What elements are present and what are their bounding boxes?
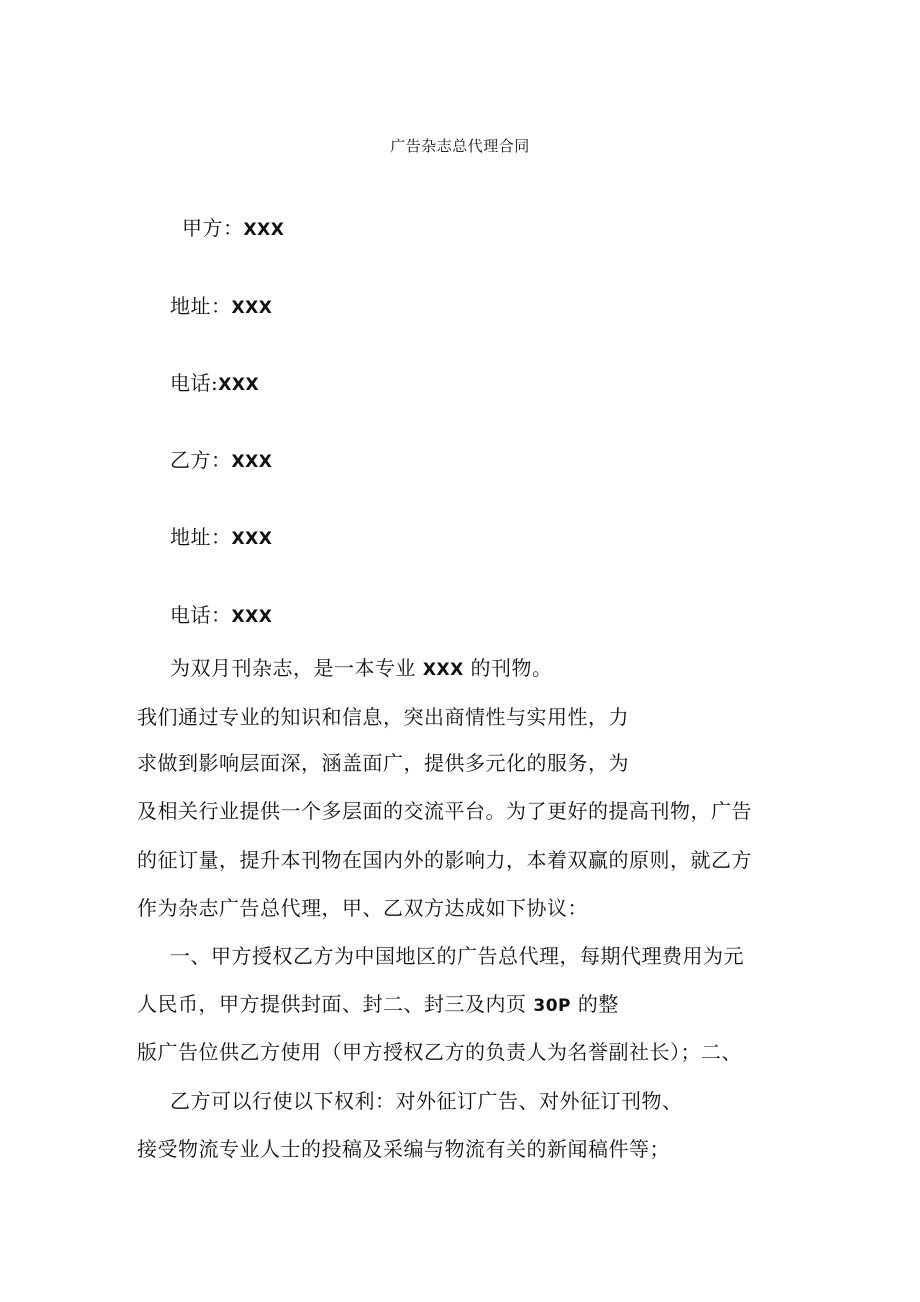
clause-1-line-2-code: 30P — [533, 996, 571, 1016]
party-b-name — [170, 446, 272, 476]
clause-1-line-2 — [137, 990, 619, 1020]
party-a-name-label: 甲方： — [182, 216, 244, 240]
intro-line-3: 求做到影响层面深，涵盖面广，提供多元化的服务，为 — [137, 751, 629, 775]
intro-line-1-pre: 为双月刊杂志，是一本专业 — [170, 656, 416, 680]
party-a-name — [182, 214, 284, 244]
clause-1-line-1: 一、甲方授权乙方为中国地区的广告总代理，每期代理费用为元 — [170, 944, 744, 968]
party-b-phone — [170, 601, 272, 631]
intro-line-1 — [170, 654, 553, 684]
party-a-address — [170, 292, 272, 322]
intro-line-1-post: 的刊物。 — [470, 656, 553, 680]
party-a-phone — [170, 369, 259, 399]
intro-line-1-code: XXX — [422, 660, 464, 680]
clause-1-line-2-post: 的整 — [577, 992, 619, 1016]
clause-2-line-1: 乙方可以行使以下权利：对外征订广告、对外征订刊物、 — [170, 1089, 683, 1113]
intro-line-5: 的征订量，提升本刊物在国内外的影响力，本着双赢的原则，就乙方 — [137, 848, 752, 872]
clause-1-line-2-pre: 人民币，甲方提供封面、封二、封三及内页 — [137, 992, 527, 1016]
clause-1-line-3: 版广告位供乙方使用（甲方授权乙方的负责人为名誉副社长）；二、 — [137, 1040, 742, 1064]
party-b-address-value: XXX — [231, 529, 273, 549]
party-a-phone-value: XXX — [218, 375, 260, 395]
party-b-phone-value: XXX — [231, 607, 273, 627]
party-b-name-value: XXX — [231, 452, 273, 472]
document-title: 广告杂志总代理合同 — [390, 137, 530, 155]
clause-2-line-2: 接受物流专业人士的投稿及采编与物流有关的新闻稿件等； — [137, 1137, 670, 1161]
party-b-phone-label: 电话： — [170, 603, 232, 627]
intro-line-6: 作为杂志广告总代理，甲、乙双方达成如下协议： — [137, 896, 588, 920]
party-a-name-value: XXX — [243, 220, 285, 240]
intro-line-4: 及相关行业提供一个多层面的交流平台。为了更好的提高刊物，广告 — [137, 799, 752, 823]
party-a-address-label: 地址： — [170, 294, 232, 318]
intro-line-2: 我们通过专业的知识和信息，突出商情性与实用性，力 — [137, 705, 629, 729]
party-a-phone-label: 电话: — [170, 371, 219, 395]
party-b-address-label: 地址： — [170, 525, 232, 549]
party-a-address-value: XXX — [231, 298, 273, 318]
party-b-name-label: 乙方： — [170, 448, 232, 472]
party-b-address — [170, 523, 272, 553]
